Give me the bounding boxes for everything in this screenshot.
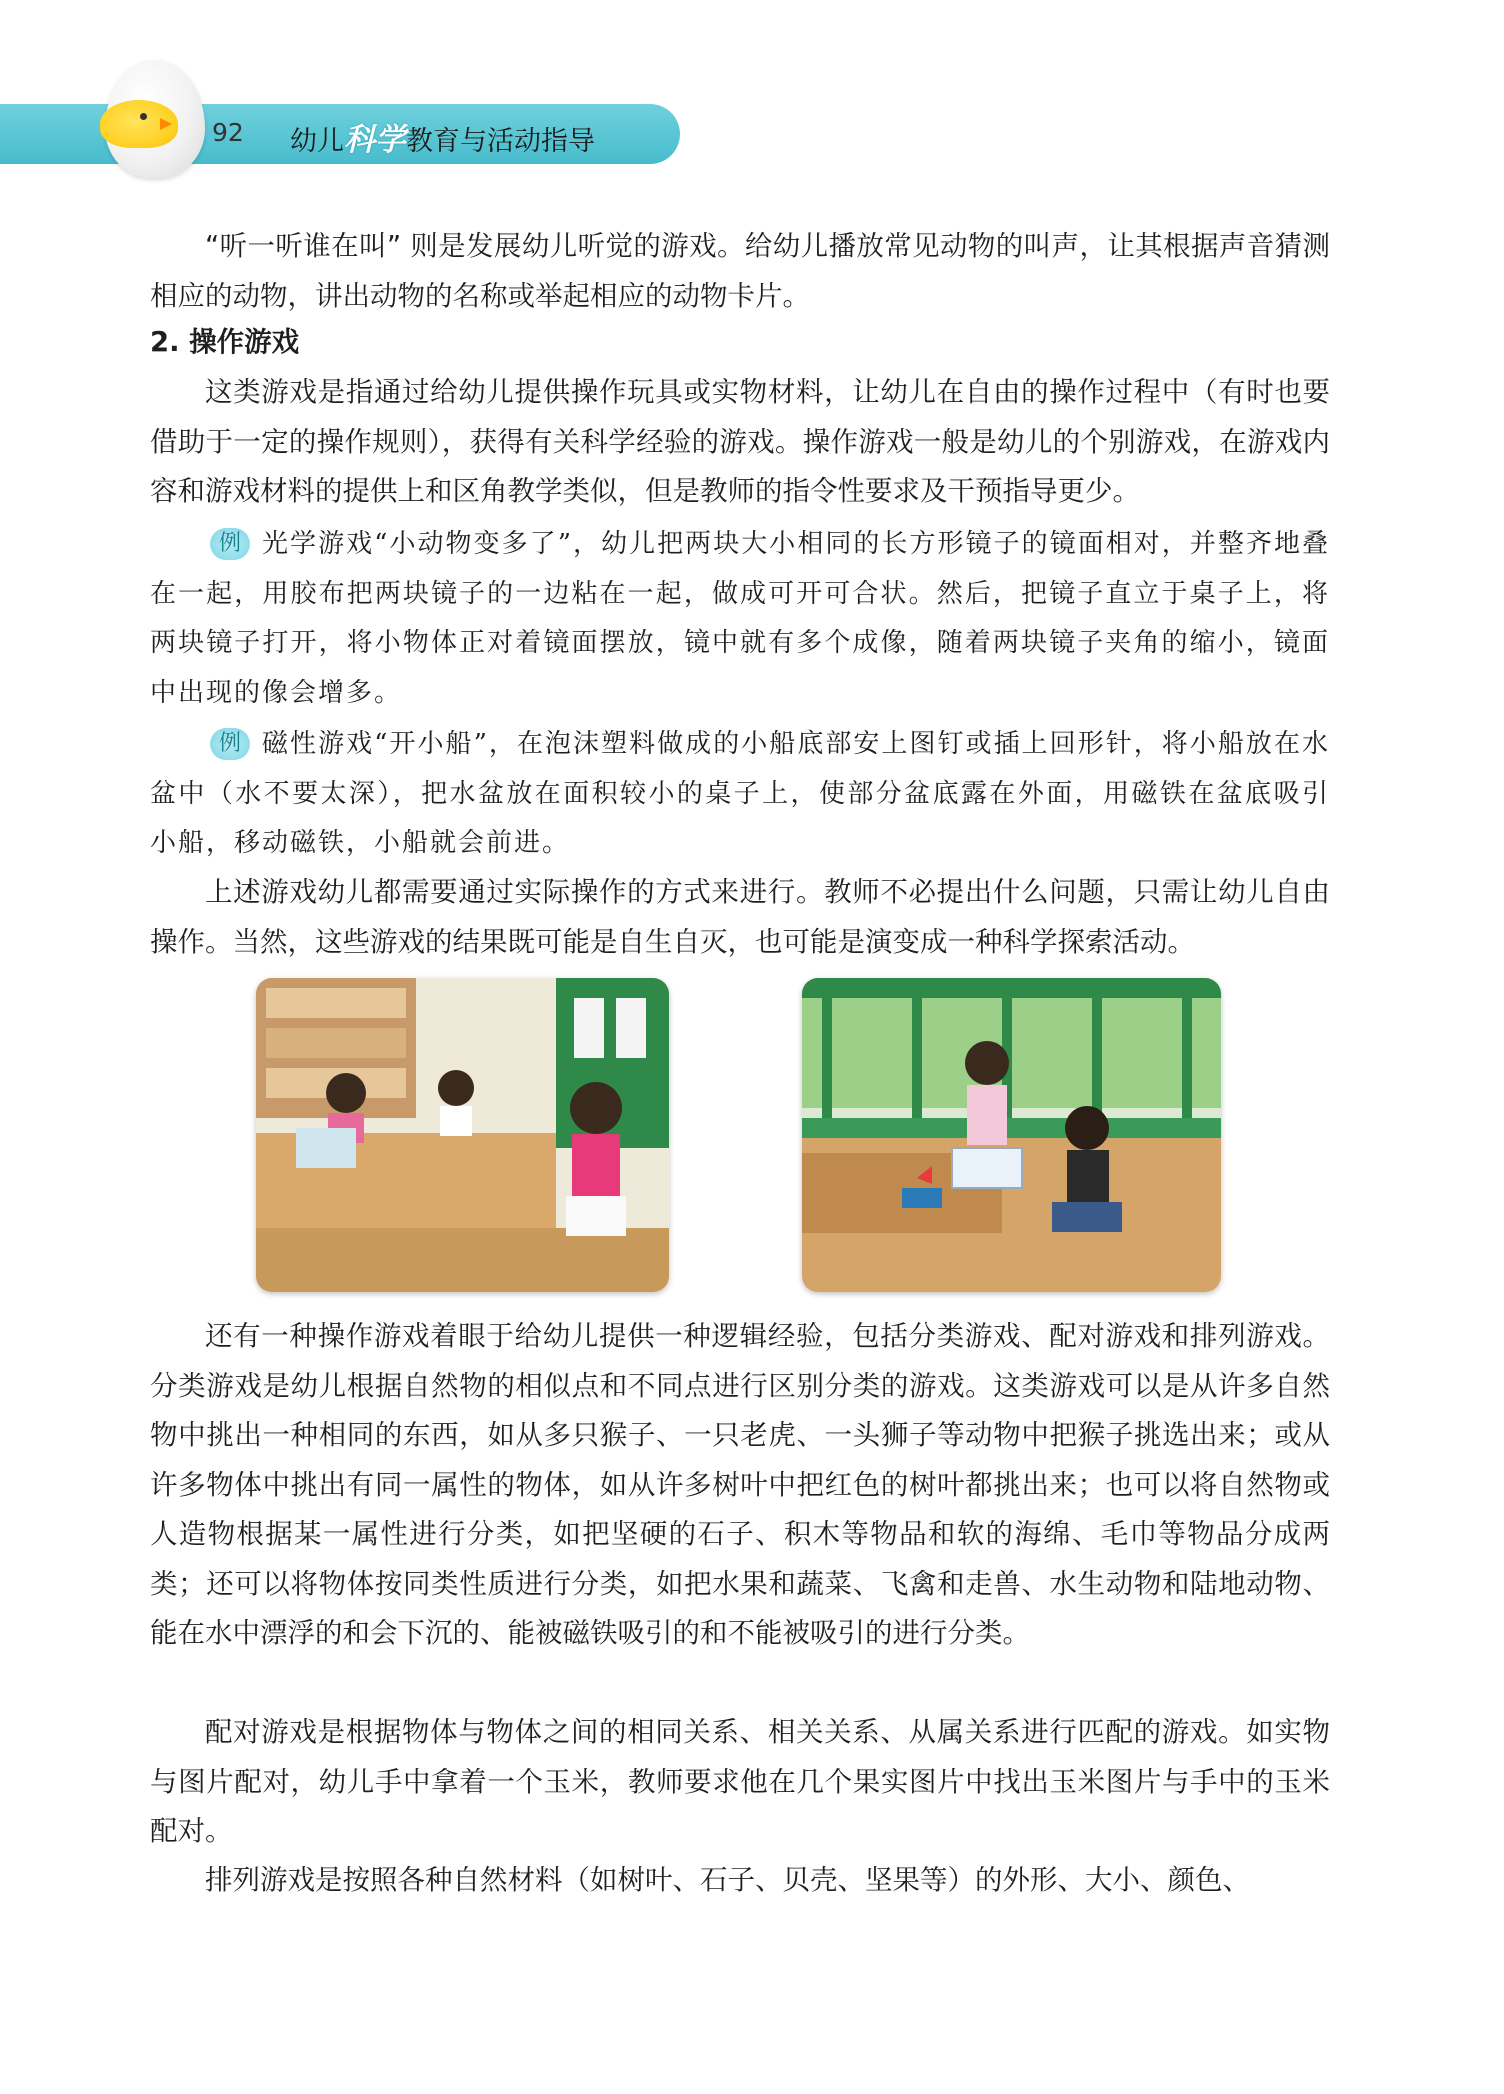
example-optical-text: 光学游戏“小动物变多了”，幼儿把两块大小相同的长方形镜子的镜面相对，并整齐地叠在一起，用胶布把两块镜子的一边粘在一起，做成可开可合状。然后，把镜子直立于桌子上，将两块镜子打开，将小物体正对着镜面摆放，镜中就有多个成像，随着两块镜子夹角的缩小，镜面中出现的像会增多。 [150,529,1330,708]
book-title [290,114,595,159]
paragraph-sequencing-game: 排列游戏是按照各种自然材料（如树叶、石子、贝壳、坚果等）的外形、大小、颜色、 [205,1864,1250,1896]
paragraph-summary: 上述游戏幼儿都需要通过实际操作的方式来进行。教师不必提出什么问题，只需让幼儿自由操作。当然，这些游戏的结果既可能是自生自灭，也可能是演变成一种科学探索活动。 [150,876,1330,958]
photo-boat-illustration [802,978,1221,1292]
example-badge-icon: 例 [210,728,250,760]
title-accent: 科学 [344,122,406,158]
paragraph-matching-game: 配对游戏是根据物体与物体之间的相同关系、相关关系、从属关系进行匹配的游戏。如实物与图片配对，幼儿手中拿着一个玉米，教师要求他在几个果实图片中找出玉米图片与手中的玉米配对。 [150,1716,1330,1847]
paragraph-listen-game: “听一听谁在叫” 则是发展幼儿听觉的游戏。给幼儿播放常见动物的叫声，让其根据声音猜测相应的动物，讲出动物的名称或举起相应的动物卡片。 [150,230,1330,312]
paragraph-operation-game-intro: 这类游戏是指通过给幼儿提供操作玩具或实物材料，让幼儿在自由的操作过程中（有时也要借助于一定的操作规则），获得有关科学经验的游戏。操作游戏一般是幼儿的个别游戏，在游戏内容和游戏材料的提供上和区角教学类似，但是教师的指令性要求及干预指导更少。 [150,376,1330,507]
page-number: 92 [212,118,244,147]
chick-beak-icon [160,118,172,130]
photo-children-mirror-game [256,978,669,1292]
title-prefix: 幼儿 [290,126,344,157]
example-magnetic-game [150,720,1330,869]
photo-children-boat-game [802,978,1221,1292]
paragraph-logic-games: 还有一种操作游戏着眼于给幼儿提供一种逻辑经验，包括分类游戏、配对游戏和排列游戏。分类游戏是幼儿根据自然物的相似点和不同点进行区别分类的游戏。这类游戏可以是从许多自然物中挑出一种相同的东西，如从多只猴子、一只老虎、一头狮子等动物中把猴子挑选出来；或从许多物体中挑出有同一属性的物体，如从许多树叶中把红色的树叶都挑出来；也可以将自然物或人造物根据某一属性进行分类，如把坚硬的石子、积木等物品和软的海绵、毛巾等物品分成两类；还可以将物体按同类性质进行分类，如把水果和蔬菜、飞禽和走兽、水生动物和陆地动物、能在水中漂浮的和会下沉的、能被磁铁吸引的和不能被吸引的进行分类。 [150,1320,1330,1649]
section-heading-operation-game: 2. 操作游戏 [150,326,300,358]
example-optical-game [150,520,1330,718]
photo-mirror-illustration [256,978,669,1292]
example-magnetic-text: 磁性游戏“开小船”，在泡沫塑料做成的小船底部安上图钉或插上回形针，将小船放在水盆中（水不要太深），把水盆放在面积较小的桌子上，使部分盆底露在外面，用磁铁在盆底吸引小船，移动磁铁，小船就会前进。 [150,729,1330,858]
title-suffix: 教育与活动指导 [406,126,595,157]
chick-eye-icon [140,113,147,120]
example-badge-icon: 例 [210,528,250,560]
